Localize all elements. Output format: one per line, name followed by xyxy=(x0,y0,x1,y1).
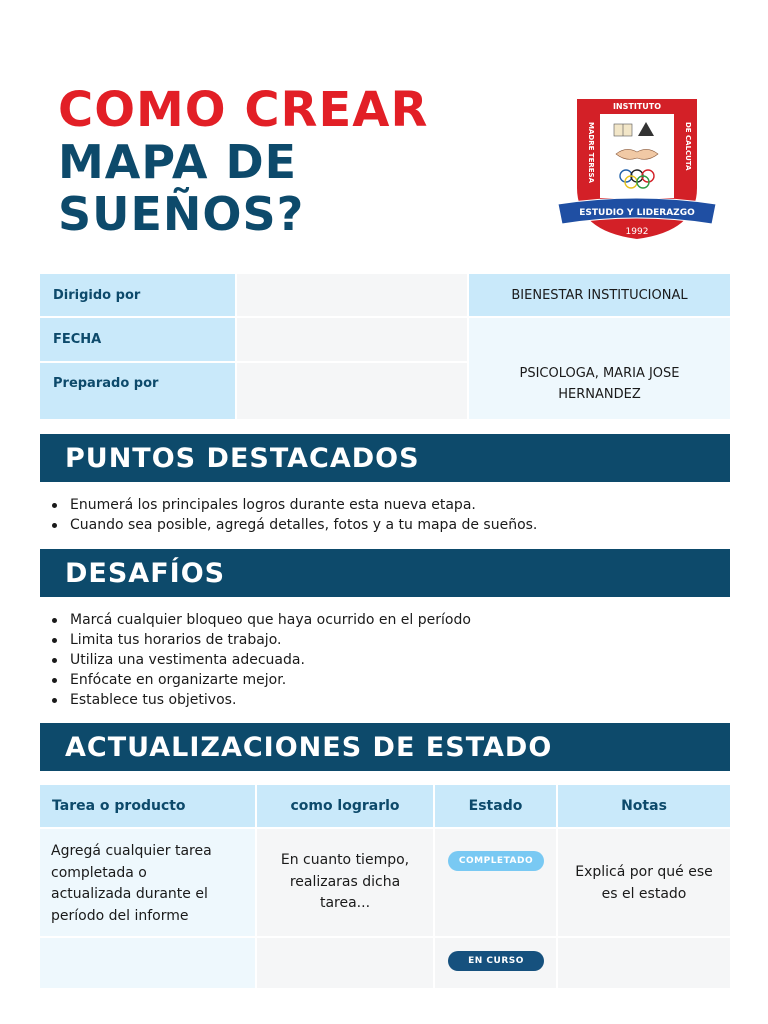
list-item: Enfócate en organizarte mejor. xyxy=(50,670,471,690)
table-cell-notas xyxy=(558,829,730,936)
table-cell-tarea-empty xyxy=(40,938,255,988)
cell-text-line: tarea... xyxy=(319,895,371,911)
title-line-3: SUEÑOS? xyxy=(58,187,305,241)
status-badge-en-curso: EN CURSO xyxy=(448,951,544,971)
table-header-estado: Estado xyxy=(435,785,556,827)
cell-text-line: es el estado xyxy=(601,885,687,902)
table-cell-tarea xyxy=(40,829,255,936)
section-header-desafios: DESAFÍOS xyxy=(40,549,730,597)
table-cell-como xyxy=(257,829,433,936)
table-cell-como-empty xyxy=(257,938,433,988)
info-table xyxy=(40,274,730,419)
preparado-value xyxy=(469,318,730,419)
cell-text-line: Explicá por qué ese xyxy=(575,864,713,880)
preparado-value-line-1: PSICOLOGA, MARIA JOSE xyxy=(519,365,680,381)
crest-left-text: MADRE TERESA xyxy=(587,122,595,183)
list-item: Establece tus objetivos. xyxy=(50,690,471,710)
cell-text-line: actualizada durante el xyxy=(51,886,208,902)
list-item: Limita tus horarios de trabajo. xyxy=(50,630,471,650)
dirigido-label: Dirigido por xyxy=(40,274,235,316)
table-cell-notas-empty xyxy=(558,938,730,988)
dirigido-value: BIENESTAR INSTITUCIONAL xyxy=(469,274,730,316)
list-item: Enumerá los principales logros durante esta nueva etapa. xyxy=(50,495,537,515)
section-header-puntos: PUNTOS DESTACADOS xyxy=(40,434,730,482)
crest-ribbon-text: ESTUDIO Y LIDERAZGO xyxy=(579,208,695,218)
title-line-2: MAPA DE xyxy=(58,135,298,189)
status-table xyxy=(40,785,730,988)
cell-text-line: Agregá cualquier tarea xyxy=(51,843,212,859)
crest-right-text: DE CALCUTA xyxy=(684,122,692,171)
cell-text-line: completada o xyxy=(51,864,147,881)
table-header-como: como lograrlo xyxy=(257,785,433,827)
preparado-value-line-2: HERNANDEZ xyxy=(558,386,641,402)
status-badge-completado: COMPLETADO xyxy=(448,851,544,871)
crest-year-text: 1992 xyxy=(625,227,649,237)
crest-top-text: INSTITUTO xyxy=(612,102,662,111)
fecha-label: FECHA xyxy=(40,318,235,361)
cell-text-line: En cuanto tiempo, xyxy=(280,852,410,868)
desafios-list xyxy=(50,610,471,710)
cell-text-line: realizaras dicha xyxy=(289,873,401,890)
preparado-blank-cell xyxy=(237,363,467,419)
cell-text-line: período del informe xyxy=(51,907,189,924)
fecha-blank-cell xyxy=(237,318,467,361)
table-cell-estado xyxy=(435,938,556,988)
puntos-list xyxy=(50,495,537,535)
section-header-actualizaciones: ACTUALIZACIONES DE ESTADO xyxy=(40,723,730,771)
list-item: Cuando sea posible, agregá detalles, fotos y a tu mapa de sueños. xyxy=(50,515,537,535)
preparado-label: Preparado por xyxy=(40,363,235,419)
list-item: Utiliza una vestimenta adecuada. xyxy=(50,650,471,670)
list-item: Marcá cualquier bloqueo que haya ocurrido en el período xyxy=(50,610,471,630)
dirigido-blank-cell xyxy=(237,274,467,316)
institute-crest-logo xyxy=(556,92,718,242)
page-title xyxy=(58,84,428,240)
title-line-1: COMO CREAR xyxy=(58,82,429,138)
table-cell-estado xyxy=(435,829,556,936)
table-header-notas: Notas xyxy=(558,785,730,827)
table-header-tarea: Tarea o producto xyxy=(40,785,255,827)
